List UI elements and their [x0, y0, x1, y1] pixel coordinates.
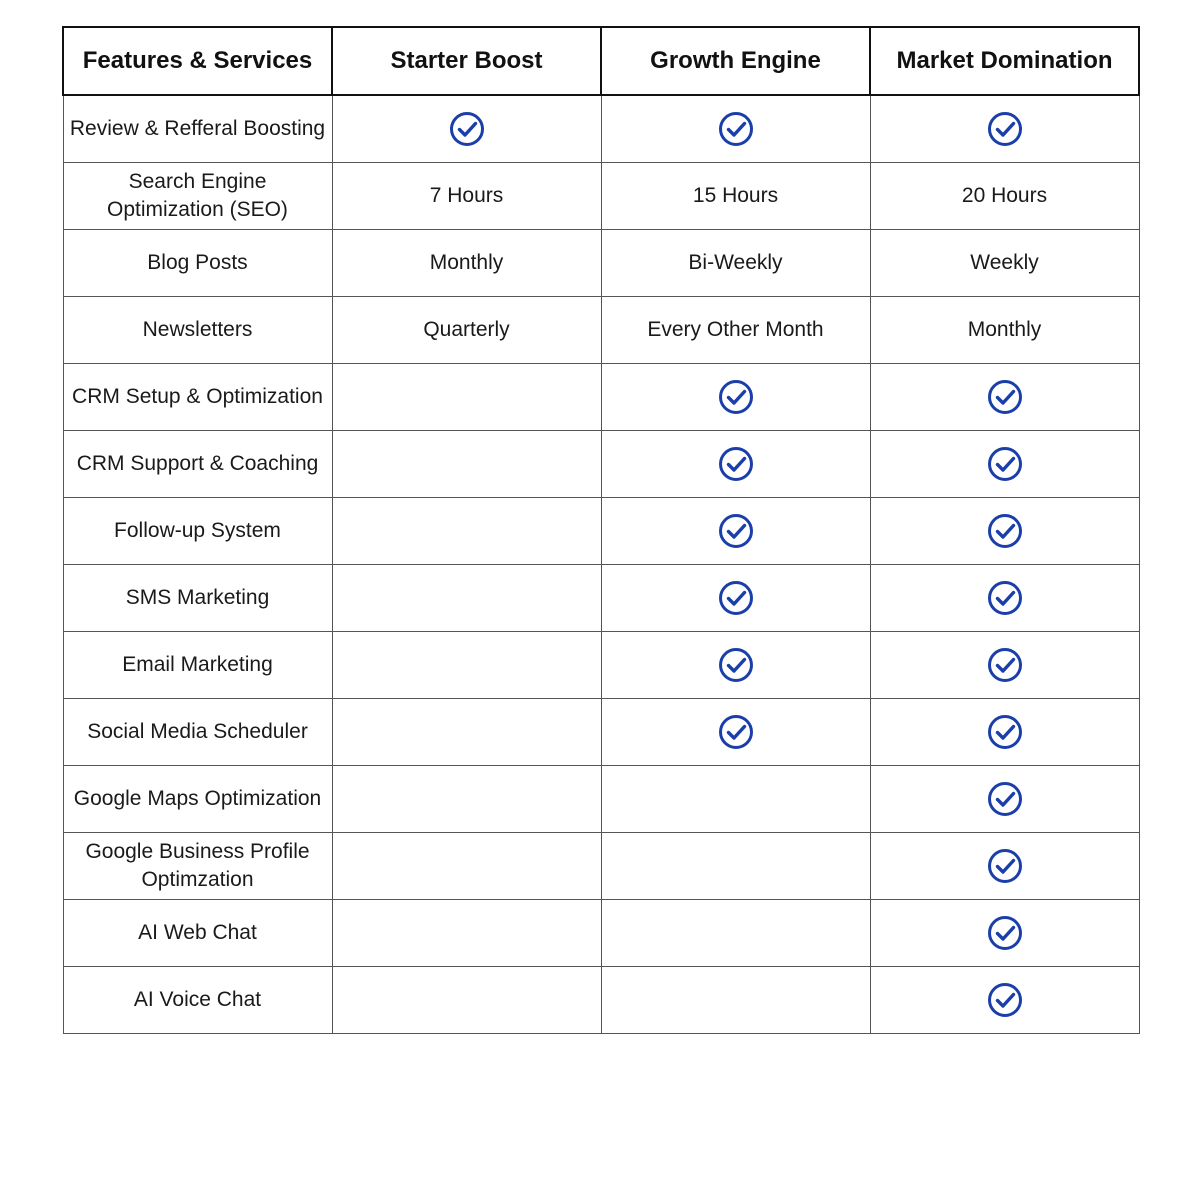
table-row — [63, 163, 1139, 230]
cell-growth-engine-included — [601, 498, 870, 565]
cell-starter-boost-value — [332, 766, 601, 833]
check-circle-icon — [987, 714, 1023, 750]
feature-label: AI Web Chat — [63, 900, 332, 967]
feature-label: CRM Setup & Optimization — [63, 364, 332, 431]
cell-starter-boost-value — [332, 498, 601, 565]
cell-starter-boost-value — [332, 565, 601, 632]
table-row — [63, 297, 1139, 364]
cell-starter-boost-value — [332, 699, 601, 766]
header-plan-market-domination: Market Domination — [870, 27, 1139, 95]
check-circle-icon — [987, 647, 1023, 683]
cell-growth-engine-value: Bi-Weekly — [601, 230, 870, 297]
header-features: Features & Services — [63, 27, 332, 95]
table-row — [63, 431, 1139, 498]
cell-starter-boost-value — [332, 833, 601, 900]
table-body — [63, 95, 1139, 1034]
table-row — [63, 230, 1139, 297]
feature-label: Email Marketing — [63, 632, 332, 699]
feature-label: SMS Marketing — [63, 565, 332, 632]
header-plan-starter-boost: Starter Boost — [332, 27, 601, 95]
cell-starter-boost-value — [332, 632, 601, 699]
check-circle-icon — [987, 111, 1023, 147]
cell-growth-engine-value — [601, 766, 870, 833]
table-row — [63, 900, 1139, 967]
check-circle-icon — [987, 915, 1023, 951]
cell-growth-engine-value — [601, 833, 870, 900]
cell-starter-boost-value: Monthly — [332, 230, 601, 297]
feature-label: Social Media Scheduler — [63, 699, 332, 766]
table-row — [63, 833, 1139, 900]
cell-market-domination-value: Weekly — [870, 230, 1139, 297]
cell-market-domination-value: 20 Hours — [870, 163, 1139, 230]
table-row — [63, 498, 1139, 565]
cell-market-domination-included — [870, 364, 1139, 431]
plan-comparison-table — [62, 26, 1140, 1034]
cell-starter-boost-value — [332, 364, 601, 431]
cell-starter-boost-included — [332, 95, 601, 163]
cell-growth-engine-value: 15 Hours — [601, 163, 870, 230]
cell-market-domination-included — [870, 565, 1139, 632]
feature-label: Follow-up System — [63, 498, 332, 565]
check-circle-icon — [718, 714, 754, 750]
cell-starter-boost-value: Quarterly — [332, 297, 601, 364]
feature-label: Review & Refferal Boosting — [63, 95, 332, 163]
table-row — [63, 967, 1139, 1034]
cell-market-domination-included — [870, 95, 1139, 163]
cell-starter-boost-value — [332, 431, 601, 498]
feature-label: AI Voice Chat — [63, 967, 332, 1034]
cell-market-domination-included — [870, 766, 1139, 833]
cell-market-domination-included — [870, 967, 1139, 1034]
check-circle-icon — [718, 580, 754, 616]
cell-growth-engine-value — [601, 967, 870, 1034]
cell-market-domination-value: Monthly — [870, 297, 1139, 364]
check-circle-icon — [987, 379, 1023, 415]
cell-starter-boost-value — [332, 900, 601, 967]
cell-market-domination-included — [870, 498, 1139, 565]
cell-market-domination-included — [870, 900, 1139, 967]
table-row — [63, 632, 1139, 699]
check-circle-icon — [987, 446, 1023, 482]
check-circle-icon — [987, 781, 1023, 817]
check-circle-icon — [718, 111, 754, 147]
check-circle-icon — [718, 379, 754, 415]
table-row — [63, 364, 1139, 431]
table-header-row — [63, 27, 1139, 95]
header-plan-growth-engine: Growth Engine — [601, 27, 870, 95]
cell-growth-engine-included — [601, 699, 870, 766]
cell-starter-boost-value: 7 Hours — [332, 163, 601, 230]
cell-market-domination-included — [870, 699, 1139, 766]
check-circle-icon — [718, 446, 754, 482]
feature-label: Blog Posts — [63, 230, 332, 297]
feature-label: Google Maps Optimization — [63, 766, 332, 833]
table-row — [63, 565, 1139, 632]
check-circle-icon — [987, 513, 1023, 549]
feature-label: CRM Support & Coaching — [63, 431, 332, 498]
cell-growth-engine-included — [601, 431, 870, 498]
cell-starter-boost-value — [332, 967, 601, 1034]
feature-label: Search Engine Optimization (SEO) — [63, 163, 332, 230]
cell-growth-engine-included — [601, 632, 870, 699]
comparison-table-container — [62, 26, 1138, 1034]
check-circle-icon — [987, 580, 1023, 616]
check-circle-icon — [718, 647, 754, 683]
table-row — [63, 766, 1139, 833]
cell-market-domination-included — [870, 833, 1139, 900]
cell-growth-engine-included — [601, 95, 870, 163]
cell-growth-engine-value — [601, 900, 870, 967]
check-circle-icon — [987, 848, 1023, 884]
cell-growth-engine-value: Every Other Month — [601, 297, 870, 364]
cell-market-domination-included — [870, 632, 1139, 699]
feature-label: Newsletters — [63, 297, 332, 364]
cell-market-domination-included — [870, 431, 1139, 498]
table-row — [63, 699, 1139, 766]
table-row — [63, 95, 1139, 163]
cell-growth-engine-included — [601, 565, 870, 632]
check-circle-icon — [987, 982, 1023, 1018]
cell-growth-engine-included — [601, 364, 870, 431]
check-circle-icon — [718, 513, 754, 549]
feature-label: Google Business Profile Optimzation — [63, 833, 332, 900]
check-circle-icon — [449, 111, 485, 147]
